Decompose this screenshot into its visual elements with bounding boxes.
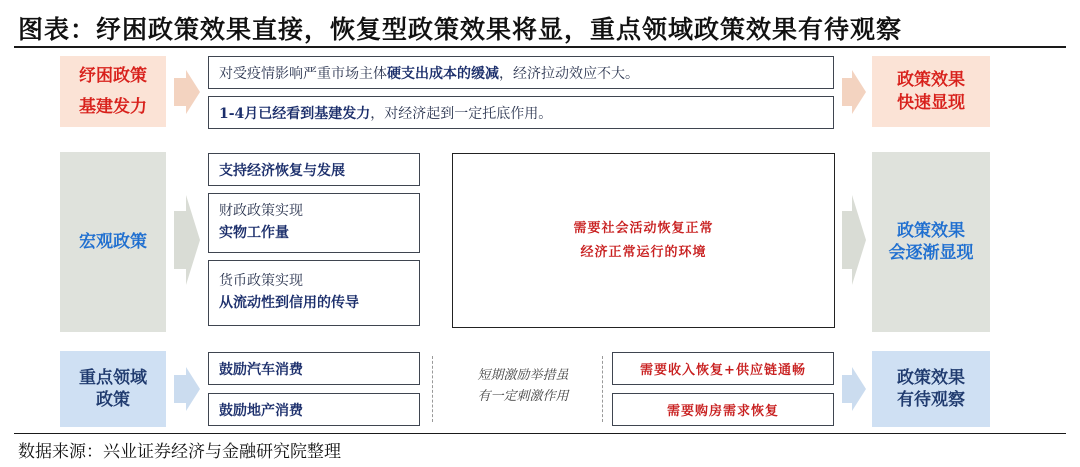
macro-arrow-icon: [170, 195, 200, 285]
macro-support-text: 支持经济恢复与发展: [219, 162, 345, 179]
key-sector-result-arrow-icon: [842, 367, 866, 411]
macro-result-line2: 会逐渐显现: [888, 243, 974, 263]
income-supply-need-box: [612, 352, 834, 385]
macro-result-line1: 政策效果: [897, 220, 965, 241]
relief-result-band: [872, 56, 990, 127]
relief-result-line2: 快速显现: [897, 92, 965, 113]
infrastructure-effect-bold: 1-4月已经看到基建发力: [219, 105, 371, 122]
housing-demand-need-text: 需要购房需求恢复: [666, 404, 779, 419]
housing-demand-need-box: [612, 393, 834, 426]
macro-policy-label-band: [60, 152, 166, 332]
monetary-policy-text-b: 从流动性到信用的传导: [219, 295, 359, 311]
macro-condition-line2: 经济正常运行的环境: [580, 244, 707, 260]
fiscal-policy-box: [208, 193, 420, 253]
key-sector-result-line2: 有待观察: [897, 390, 965, 410]
macro-result-band: [872, 152, 990, 332]
property-consumption-text: 鼓励地产消费: [219, 402, 303, 419]
bottom-rule: [14, 433, 1066, 434]
data-source-note: 数据来源：兴业证券经济与金融研究院整理: [18, 442, 341, 462]
relief-effect-bold: 硬支出成本的缓减: [387, 65, 499, 82]
relief-policy-label: 纾困政策: [79, 66, 147, 87]
auto-consumption-text: 鼓励汽车消费: [219, 361, 303, 378]
relief-effect-text-a: 对受疫情影响严重市场主体: [219, 65, 387, 82]
figure-title: 图表：纾困政策效果直接，恢复型政策效果将显，重点领域政策效果有待观察: [18, 15, 903, 44]
short-term-note-line1: 短期激励举措虽: [477, 368, 569, 383]
fiscal-policy-text-b: 实物工作量: [219, 225, 289, 241]
top-rule: [14, 46, 1066, 48]
key-sector-label-line1: 重点领域: [79, 367, 147, 388]
relief-policy-label-band: [60, 56, 166, 127]
infrastructure-effect-text: ，对经济起到一定托底作用。: [370, 105, 553, 122]
macro-condition-line1: 需要社会活动恢复正常: [573, 221, 714, 237]
relief-arrow-icon: [170, 70, 200, 114]
macro-result-arrow-icon: [842, 195, 866, 285]
relief-result-arrow-icon: [842, 70, 866, 114]
monetary-policy-text-a: 货币政策实现: [219, 273, 303, 290]
property-consumption-box: [208, 393, 420, 426]
left-dashed-divider: [432, 356, 433, 422]
key-sector-result-line1: 政策效果: [897, 367, 965, 388]
macro-support-box: [208, 153, 420, 186]
right-dashed-divider: [602, 356, 603, 422]
relief-effect-text-b: ，经济拉动效应不大。: [499, 65, 639, 82]
short-term-note-line2: 有一定刺激作用: [477, 388, 569, 404]
income-supply-need-text: 需要收入恢复+供应链通畅: [640, 363, 806, 378]
auto-consumption-box: [208, 352, 420, 385]
macro-policy-label: 宏观政策: [79, 231, 147, 252]
key-sector-arrow-icon: [170, 367, 200, 411]
short-term-note: [448, 366, 598, 408]
key-sector-label-band: [60, 351, 166, 427]
relief-result-line1: 政策效果: [897, 70, 965, 91]
fiscal-policy-text-a: 财政政策实现: [219, 203, 303, 220]
infrastructure-label: 基建发力: [79, 96, 147, 117]
monetary-policy-box: [208, 260, 420, 326]
macro-condition-box: [452, 153, 835, 328]
infrastructure-effect-box: [208, 96, 834, 129]
key-sector-label-line2: 政策: [96, 390, 130, 410]
relief-effect-box: [208, 56, 834, 89]
key-sector-result-band: [872, 351, 990, 427]
